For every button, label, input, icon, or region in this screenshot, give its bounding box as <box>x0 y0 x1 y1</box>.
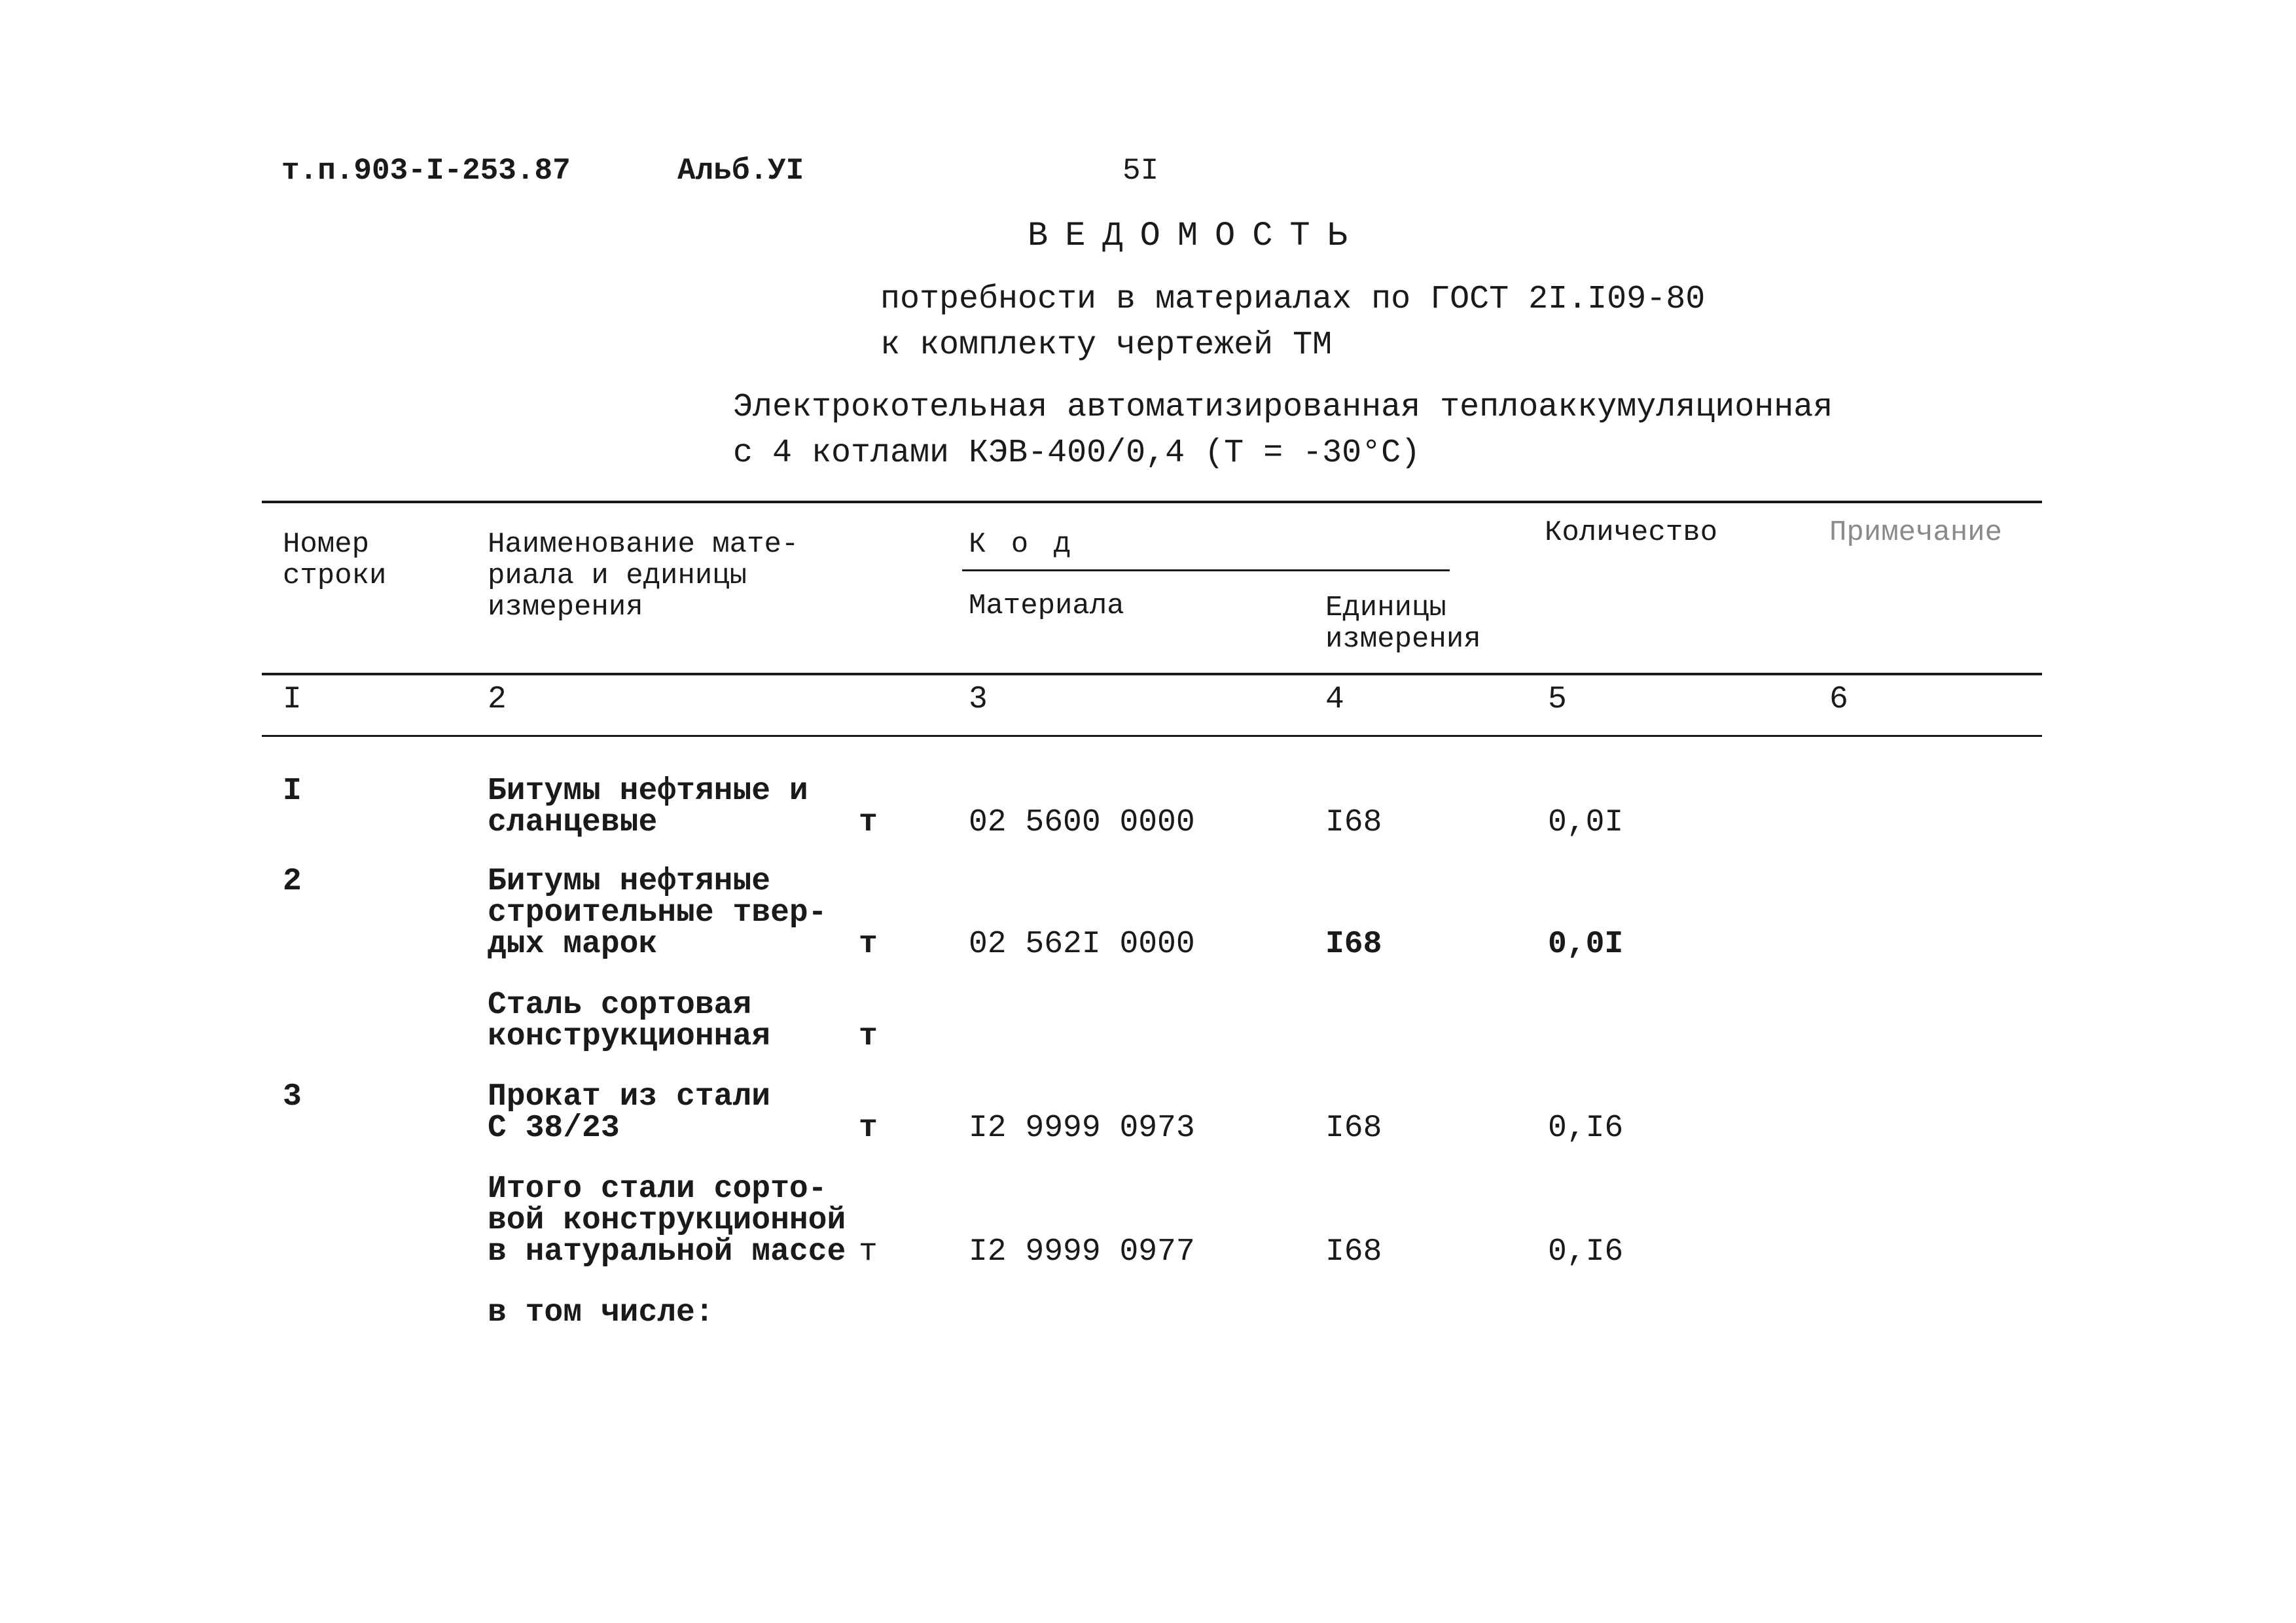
row-1-material-code: 02 5600 0000 <box>969 805 1195 840</box>
code-group-rule <box>962 569 1450 571</box>
row-total-unit: т <box>859 1234 878 1270</box>
row-1-quantity: 0,0I <box>1548 805 1624 840</box>
row-2-unit-code: I68 <box>1325 927 1382 962</box>
table-top-rule <box>262 501 2042 503</box>
row-3-unit-code: I68 <box>1325 1111 1382 1146</box>
row-total-quantity: 0,I6 <box>1548 1234 1624 1270</box>
header-bottom-rule <box>262 673 2042 675</box>
column-number-2: 2 <box>488 682 507 717</box>
header-material-code: Материала <box>969 590 1124 622</box>
row-2-number: 2 <box>283 864 302 899</box>
row-1-unit-code: I68 <box>1325 805 1382 840</box>
row-including-label: в том числе: <box>488 1295 714 1330</box>
row-3-unit: т <box>859 1111 878 1146</box>
title-line-3: Электрокотельная автоматизированная теплоаккумуляционная <box>733 389 1833 426</box>
row-2-material-code: 02 562I 0000 <box>969 927 1195 962</box>
row-total-name: Итого стали сорто- вой конструкционной в натуральной массе <box>488 1171 846 1270</box>
document-id: т.п.903-I-253.87 <box>281 154 571 188</box>
row-3-number: 3 <box>283 1079 302 1115</box>
header-row-number: Номер строки <box>283 528 387 592</box>
row-section-unit: т <box>859 1019 878 1054</box>
row-1-unit: т <box>859 805 878 840</box>
document-title: ВЕДОМОСТЬ <box>1028 217 1365 255</box>
row-2-unit: т <box>859 927 878 962</box>
column-number-1: I <box>283 682 302 717</box>
title-line-4: с 4 котлами КЭВ-400/0,4 (Т = -30°С) <box>733 435 1421 472</box>
column-numbers-rule <box>262 735 2042 737</box>
title-line-1: потребности в материалах по ГОСТ 2I.I09-80 <box>880 281 1706 318</box>
row-3-quantity: 0,I6 <box>1548 1111 1624 1146</box>
row-3-name: Прокат из стали С 38/23 <box>488 1079 771 1146</box>
header-note: Примечание <box>1829 516 2003 549</box>
row-total-unit-code: I68 <box>1325 1234 1382 1270</box>
row-2-name: Битумы нефтяные строительные твер- дых марок <box>488 864 827 962</box>
header-code: К о д <box>969 528 1075 561</box>
row-1-number: I <box>283 774 302 809</box>
row-section-name: Сталь сортовая конструкционная <box>488 988 771 1054</box>
header-material-name: Наименование мате- риала и единицы измерения <box>488 528 799 624</box>
column-number-5: 5 <box>1548 682 1567 717</box>
column-number-3: 3 <box>969 682 988 717</box>
header-unit-code: Единицы измерения <box>1325 592 1481 656</box>
row-total-material-code: I2 9999 0977 <box>969 1234 1195 1270</box>
row-2-quantity: 0,0I <box>1548 927 1624 962</box>
column-number-6: 6 <box>1829 682 1848 717</box>
title-line-2: к комплекту чертежей ТМ <box>880 327 1333 364</box>
row-1-name: Битумы нефтяные и сланцевые <box>488 774 808 840</box>
page-number: 5I <box>1122 154 1159 188</box>
album-number: Альб.УI <box>677 154 804 188</box>
column-number-4: 4 <box>1325 682 1344 717</box>
row-3-material-code: I2 9999 0973 <box>969 1111 1195 1146</box>
header-quantity: Количество <box>1545 516 1718 549</box>
